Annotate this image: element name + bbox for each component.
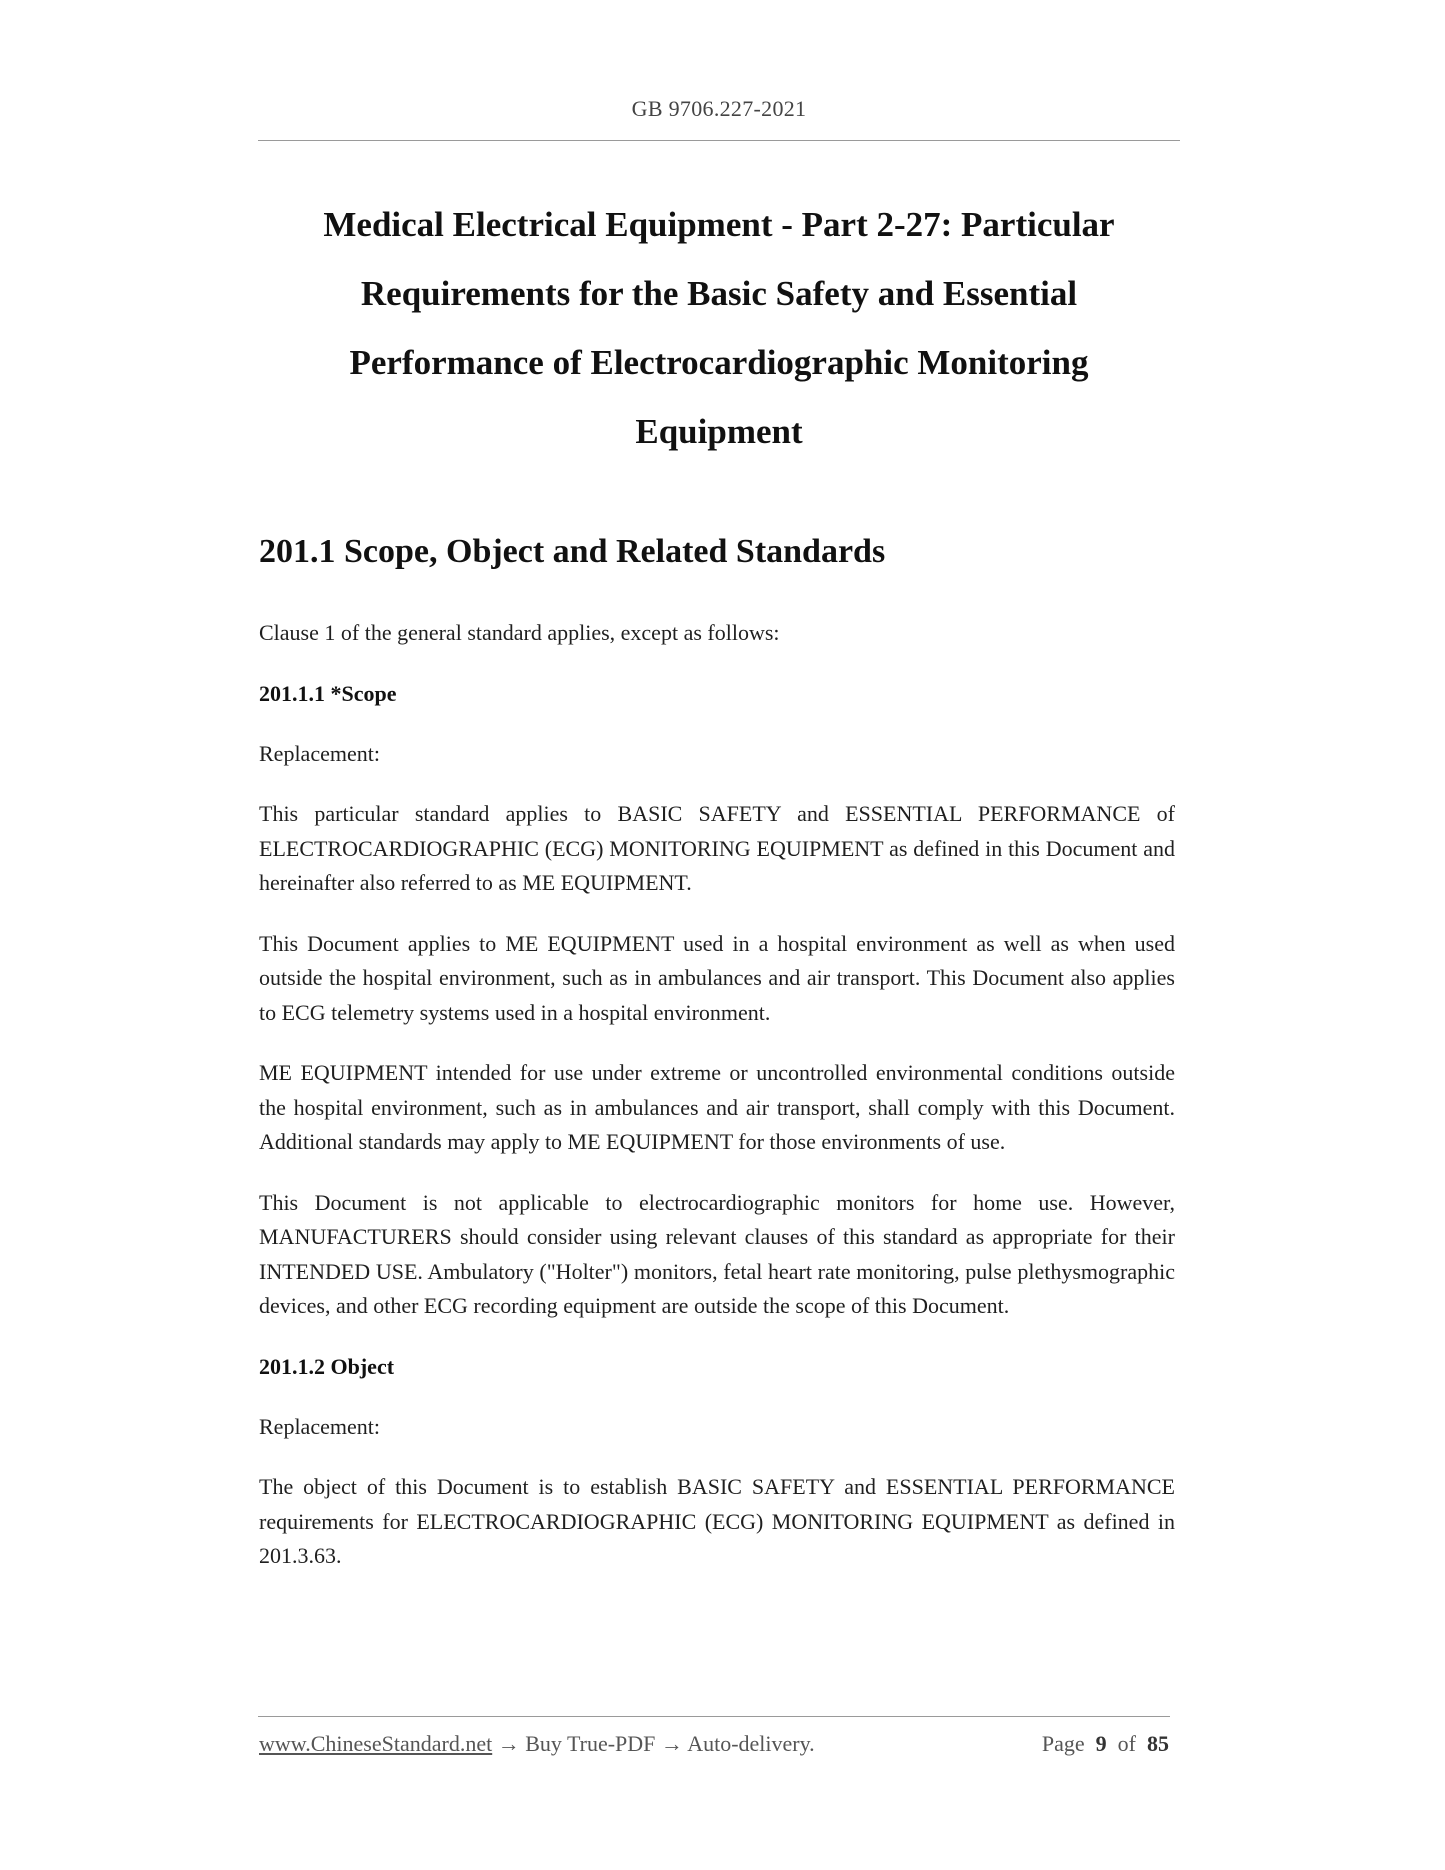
footer-promo	[259, 1731, 815, 1757]
scope-heading: 201.1.1 *Scope	[259, 680, 397, 706]
header-rule	[258, 140, 1180, 141]
title-line-3: Performance of Electrocardiographic Monitoring	[349, 343, 1089, 382]
footer-promo-text: → Buy True-PDF → Auto-delivery.	[492, 1731, 815, 1756]
page-current: 9	[1095, 1731, 1107, 1756]
section-intro: Clause 1 of the general standard applies, except as follows:	[259, 620, 780, 645]
scope-paragraph-1: This particular standard applies to BASIC SAFETY and ESSENTIAL PERFORMANCE of ELECTROCARDIOGRAPHIC (ECG) MONITORING EQUIPMENT as defined in this Document and hereinafter also referred to as ME EQUIPMENT.	[259, 801, 1175, 895]
scope-paragraph-4: This Document is not applicable to electrocardiographic monitors for home use. However, MANUFACTURERS should consider using relevant clauses of this standard as appropriate for their INTENDED USE. Ambulatory ("Holter") monitors, fetal heart rate monitoring, pulse plethysmographic devices, and other ECG recording equipment are outside the scope of this Document.	[259, 1189, 1175, 1318]
page-total: 85	[1147, 1731, 1169, 1756]
running-header: GB 9706.227-2021	[631, 96, 807, 121]
page-label: Page	[1041, 1731, 1085, 1756]
title-line-1: Medical Electrical Equipment - Part 2-27: Particular	[323, 205, 1115, 244]
page-indicator	[1042, 1731, 1169, 1757]
footer-rule	[258, 1716, 1170, 1717]
document-body	[259, 530, 1175, 1600]
object-heading: 201.1.2 Object	[259, 1353, 395, 1379]
scope-paragraph-3: ME EQUIPMENT intended for use under extreme or uncontrolled environmental conditions outside the hospital environment, such as in ambulances and air transport, shall comply with this Document. Additional standards may apply to ME EQUIPMENT for those environments of use.	[259, 1060, 1175, 1154]
page-footer	[259, 1731, 1169, 1765]
object-replacement-label: Replacement:	[259, 1413, 380, 1439]
site-link[interactable]: www.ChineseStandard.net	[259, 1731, 493, 1756]
page-of-label: of	[1117, 1731, 1136, 1756]
title-line-2: Requirements for the Basic Safety and Essential	[360, 274, 1078, 313]
document-title	[258, 190, 1180, 466]
section-heading: 201.1 Scope, Object and Related Standards	[259, 533, 886, 570]
object-paragraph: The object of this Document is to establish BASIC SAFETY and ESSENTIAL PERFORMANCE requirements for ELECTROCARDIOGRAPHIC (ECG) MONITORING EQUIPMENT as defined in 201.3.63.	[259, 1474, 1175, 1568]
scope-replacement-label: Replacement:	[259, 740, 380, 766]
scope-paragraph-2: This Document applies to ME EQUIPMENT used in a hospital environment as well as when used outside the hospital environment, such as in ambulances and air transport. This Document also applies to ECG telemetry systems used in a hospital environment.	[259, 930, 1175, 1025]
title-line-4: Equipment	[635, 412, 803, 451]
